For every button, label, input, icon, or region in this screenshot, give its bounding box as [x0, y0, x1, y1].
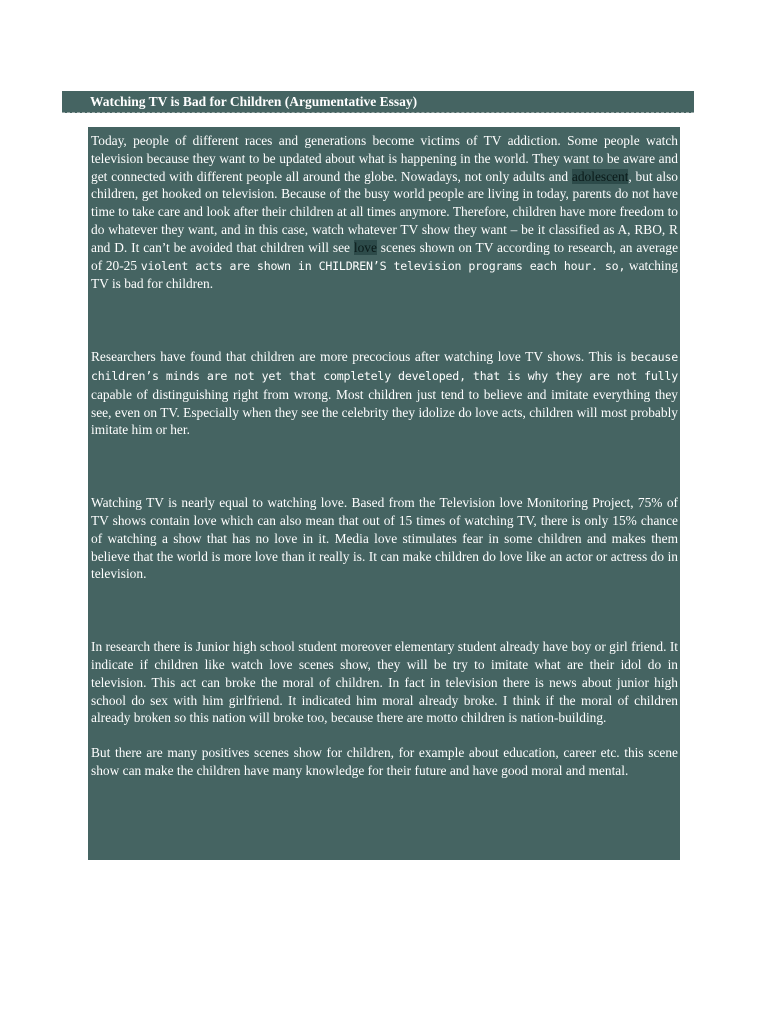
essay-title-bar — [62, 91, 694, 113]
paragraph-1-text-b: , but also children, get hooked on television. Because of the busy world people are living in today, parents do not have time to take care and look after their children at all times anymore. Therefore, children have more freedom to do whatever they want, and in this case, watch whatever TV show they want – be it classified as A, RBO, R and D. It can’t be avoided that children will see — [91, 168, 678, 255]
highlight-love: love — [353, 239, 377, 255]
essay-body — [88, 127, 680, 860]
paragraph-1-alt-text: violent acts are shown in CHILDREN’S television programs each hour. so, — [140, 258, 626, 273]
paragraph-2-text-a: Researchers have found that children are more precocious after watching love TV shows. This is — [91, 349, 631, 365]
paragraph-1-text-d: watching TV is bad for children. — [91, 257, 678, 292]
paragraph-4: In research there is Junior high school student moreover elementary student already have boy or girl friend. It indicate if children like watch love scenes show, they will be try to imitate what are their idol do in television. This act can broke the moral of children. In fact in television there is news about junior high school do sex with him girlfriend. It indicated him moral already broke. I think if the moral of children already broken so this nation will broke too, because there are motto children is nation-building. — [91, 639, 678, 726]
paragraph-2-text-b: capable of distinguishing right from wrong. Most children just tend to believe and imitate everything they see, even on TV. Especially when they see the celebrity they idolize do love acts, children will most probably imitate him or her. — [91, 386, 678, 438]
paragraph-1-text-a: Today, people of different races and generations become victims of TV addiction. Some people watch television because they want to be updated about what is happening in the world. They want to be aware and get connected with different people all around the globe. Nowadays, not only adults and — [91, 133, 678, 184]
paragraph-2-alt-text: because children’s minds are not yet that completely developed, that is why they are not fully — [91, 350, 678, 383]
paragraph-3: Watching TV is nearly equal to watching love. Based from the Television love Monitoring Project, 75% of TV shows contain love which can also mean that out of 15 times of watching TV, there is only 15% chance of watching a show that has no love in it. Media love stimulates fear in some children and makes them believe that the world is more love than it really is. It can make children do love like an actor or actress do in television. — [91, 495, 678, 582]
essay-title: Watching TV is Bad for Children (Argumentative Essay) — [90, 94, 418, 109]
highlight-adolescent: adolescent — [571, 168, 629, 184]
paragraph-1 — [91, 132, 678, 293]
paragraph-2 — [91, 348, 678, 439]
paragraph-1-text-c: scenes shown on TV according to research, an average of 20-25 — [91, 239, 679, 273]
paragraph-5: But there are many positives scenes show for children, for example about education, career etc. this scene show can make the children have many knowledge for their future and have good moral and mental. — [91, 745, 678, 778]
